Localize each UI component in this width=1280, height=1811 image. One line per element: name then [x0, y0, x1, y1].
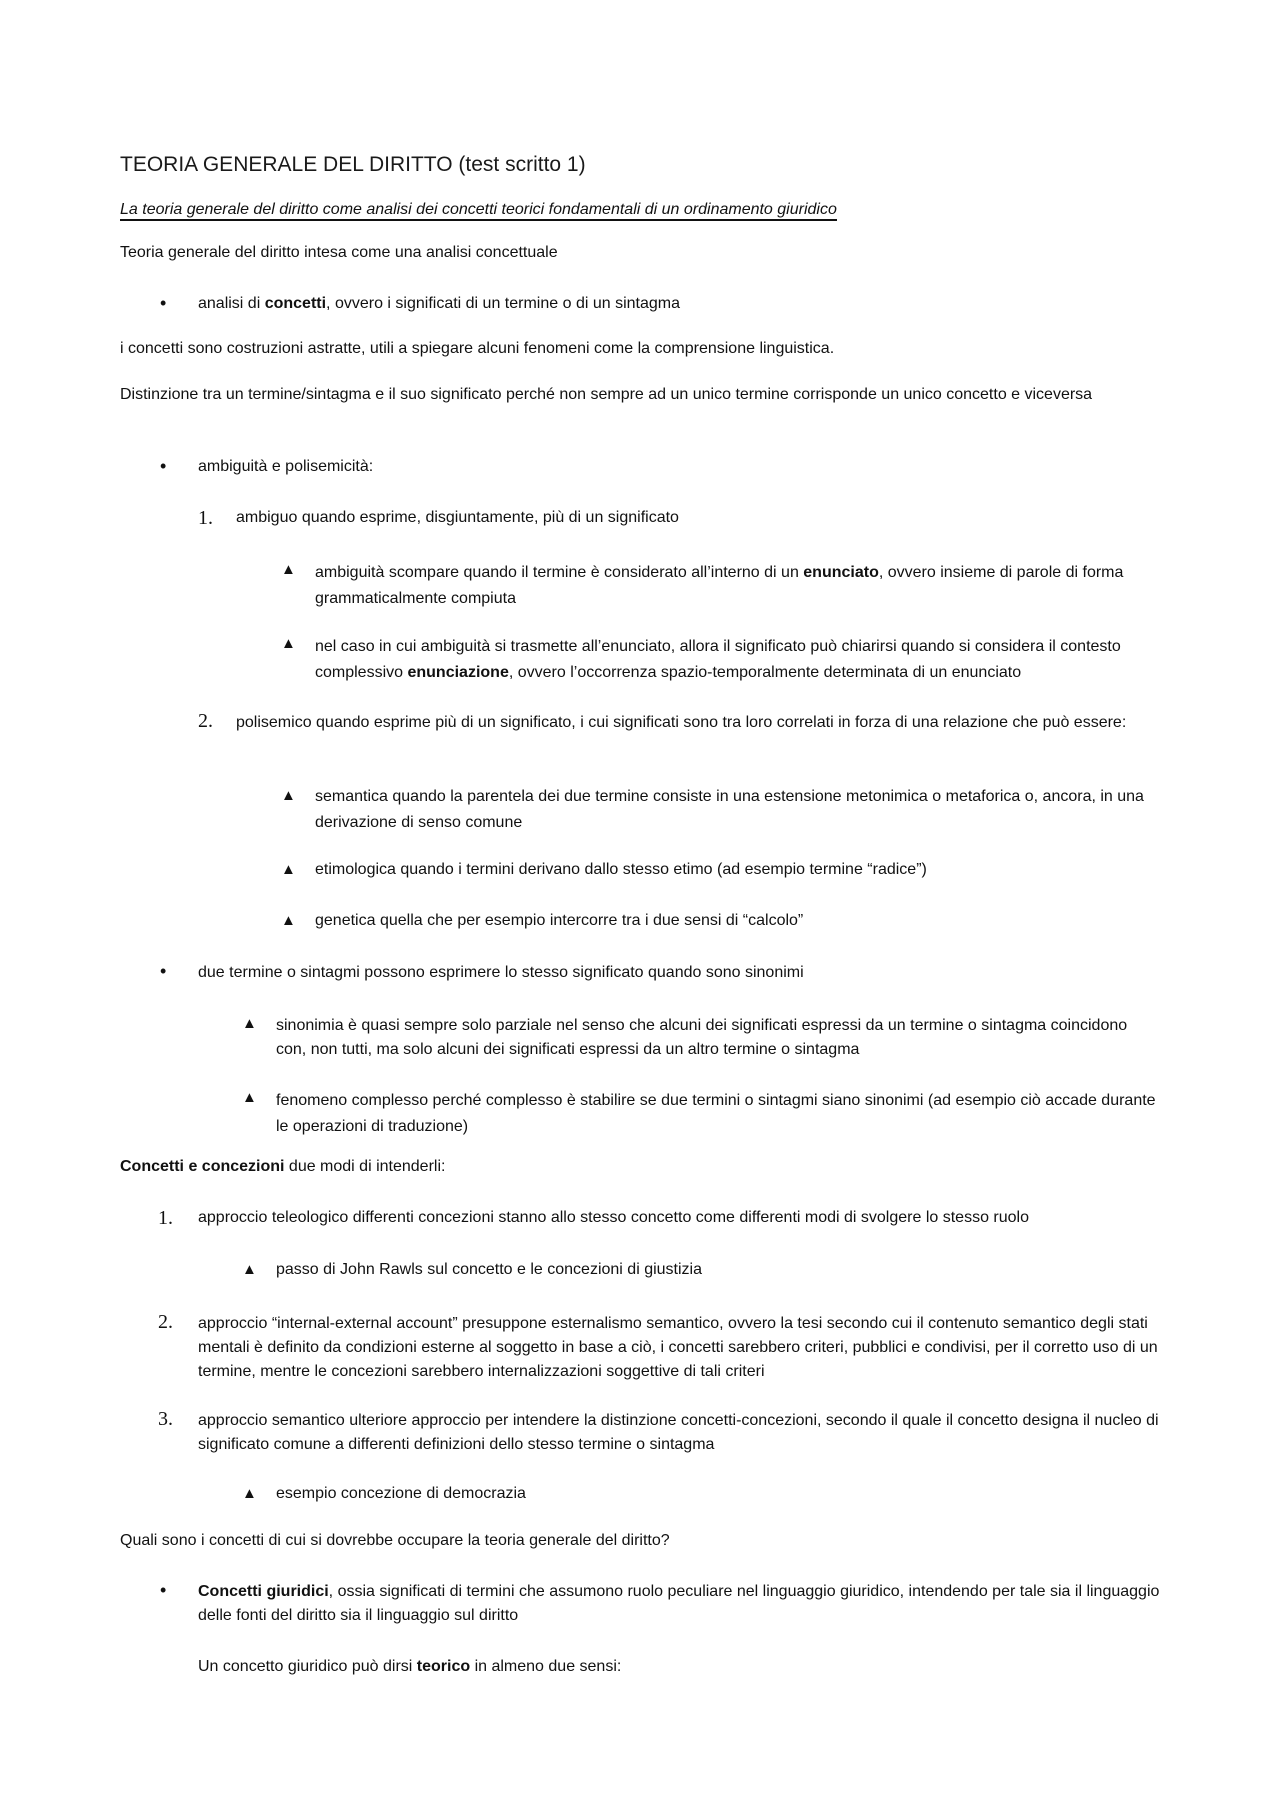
text: due modi di intenderli:	[284, 1158, 446, 1175]
triangle-bullet-icon: ▲	[281, 635, 296, 652]
triangle-bullet-icon: ▲	[281, 861, 296, 878]
sub-item-democrazia: esempio concezione di democrazia	[276, 1485, 526, 1502]
page-subtitle: La teoria generale del diritto come analisi dei concetti teorici fondamentali di un ordinamento giuridico	[120, 201, 837, 221]
item-approccio-teleologico: approccio teleologico differenti concezioni stanno allo stesso concetto come differenti modi di svolgere lo stesso ruolo	[198, 1209, 1029, 1226]
triangle-bullet-icon: ▲	[281, 561, 296, 578]
text: analisi di	[198, 295, 265, 312]
bold-term: teorico	[416, 1658, 471, 1675]
text: , ovvero i significati di un termine o di un sintagma	[326, 295, 680, 312]
number-marker: 3.	[158, 1408, 173, 1430]
paragraph-domanda: Quali sono i concetti di cui si dovrebbe occupare la teoria generale del diritto?	[120, 1532, 670, 1549]
bold-term: enunciazione	[407, 664, 509, 681]
text: Un concetto giuridico può dirsi	[198, 1658, 417, 1675]
sub-item-rawls: passo di John Rawls sul concetto e le concezioni di giustizia	[276, 1261, 703, 1278]
number-marker: 2.	[198, 710, 213, 732]
sub-item-semantica: semantica quando la parentela dei due termine consiste in una estensione metonimica o metaforica o, ancora, in una derivazione di senso comune	[315, 788, 1144, 831]
bullet-icon: •	[160, 1580, 167, 1600]
text: nel caso in cui ambiguità si trasmette all’enunciato, allora il significato può chiarirsi quando si considera il contesto complessivo	[315, 638, 1121, 681]
triangle-bullet-icon: ▲	[242, 1015, 257, 1032]
heading-concetti-concezioni	[120, 1157, 1160, 1177]
bullet-concetti-giuridici	[198, 1580, 1170, 1628]
paragraph-distinzione: Distinzione tra un termine/sintagma e il suo significato perché non sempre ad un unico termine corrisponde un unico concetto e viceversa	[120, 386, 1093, 403]
triangle-bullet-icon: ▲	[281, 912, 296, 929]
triangle-bullet-icon: ▲	[242, 1261, 257, 1278]
sub-item-etimologica: etimologica quando i termini derivano dallo stesso etimo (ad esempio termine “radice”)	[315, 861, 927, 878]
subtitle-wrap	[120, 200, 837, 220]
item-ambiguo: ambiguo quando esprime, disgiuntamente, più di un significato	[236, 509, 679, 526]
text: , ovvero insieme di parole di forma grammaticalmente compiuta	[315, 564, 1124, 607]
sub-item-fenomeno: fenomeno complesso perché complesso è stabilire se due termini o sintagmi siano sinonimi (ad esempio ciò accade durante le operazioni di traduzione)	[276, 1092, 1156, 1135]
text: , ossia significati di termini che assumono ruolo peculiare nel linguaggio giuridico, intendendo per tale sia il linguaggio delle fonti del diritto sia il linguaggio sul diritto	[198, 1583, 1160, 1624]
item-approccio-internal-external: approccio “internal-external account” presuppone esternalismo semantico, ovvero la tesi secondo cui il contenuto semantico degli stati mentali è definito da condizioni esterne al soggetto in base a ciò, i concetti sarebbero criteri, pubblici e condivisi, per il corretto uso di un termine, mentre le concezioni sarebbero internalizzazioni soggettive di tali criteri	[198, 1315, 1158, 1380]
paragraph-teorico	[198, 1657, 1158, 1677]
bold-term: enunciato	[803, 564, 879, 581]
bold-term: Concetti e concezioni	[120, 1158, 285, 1175]
page-title: TEORIA GENERALE DEL DIRITTO (test scritto 1)	[120, 153, 586, 176]
sub-item-genetica: genetica quella che per esempio intercorre tra i due sensi di “calcolo”	[315, 912, 804, 929]
bullet-sinonimi: due termine o sintagmi possono esprimere lo stesso significato quando sono sinonimi	[198, 964, 804, 981]
bullet-icon: •	[160, 293, 167, 313]
sub-item-sinonimia: sinonimia è quasi sempre solo parziale nel senso che alcuni dei significati espressi da un termine o sintagma coincidono con, non tutti, ma solo alcuni dei significati espressi da un altro termine o sintagma	[276, 1017, 1128, 1058]
paragraph-intro: Teoria generale del diritto intesa come una analisi concettuale	[120, 244, 558, 261]
paragraph-concetti: i concetti sono costruzioni astratte, utili a spiegare alcuni fenomeni come la comprensione linguistica.	[120, 340, 835, 357]
sub-item-enunciazione	[315, 634, 1165, 686]
bullet-icon: •	[160, 456, 167, 476]
bold-term: concetti	[264, 295, 327, 312]
triangle-bullet-icon: ▲	[242, 1089, 257, 1106]
text: in almeno due sensi:	[470, 1658, 622, 1675]
triangle-bullet-icon: ▲	[242, 1485, 257, 1502]
number-marker: 1.	[198, 507, 213, 529]
text: , ovvero l’occorrenza spazio-temporalmente determinata di un enunciato	[508, 664, 1022, 681]
bullet-ambiguita: ambiguità e polisemicità:	[198, 458, 374, 475]
number-marker: 1.	[158, 1207, 173, 1229]
item-polisemico: polisemico quando esprime più di un significato, i cui significati sono tra loro correlati in forza di una relazione che può essere:	[236, 714, 1127, 731]
bullet-analisi-concetti	[198, 294, 1158, 314]
number-marker: 2.	[158, 1311, 173, 1333]
sub-item-enunciato	[315, 560, 1155, 612]
triangle-bullet-icon: ▲	[281, 787, 296, 804]
item-approccio-semantico: approccio semantico ulteriore approccio per intendere la distinzione concetti-concezioni, secondo il quale il concetto designa il nucleo di significato comune a differenti definizioni dello stesso termine o sintagma	[198, 1412, 1159, 1453]
bullet-icon: •	[160, 961, 167, 981]
bold-term: Concetti giuridici	[198, 1583, 329, 1600]
text: ambiguità scompare quando il termine è considerato all’interno di un	[315, 564, 804, 581]
